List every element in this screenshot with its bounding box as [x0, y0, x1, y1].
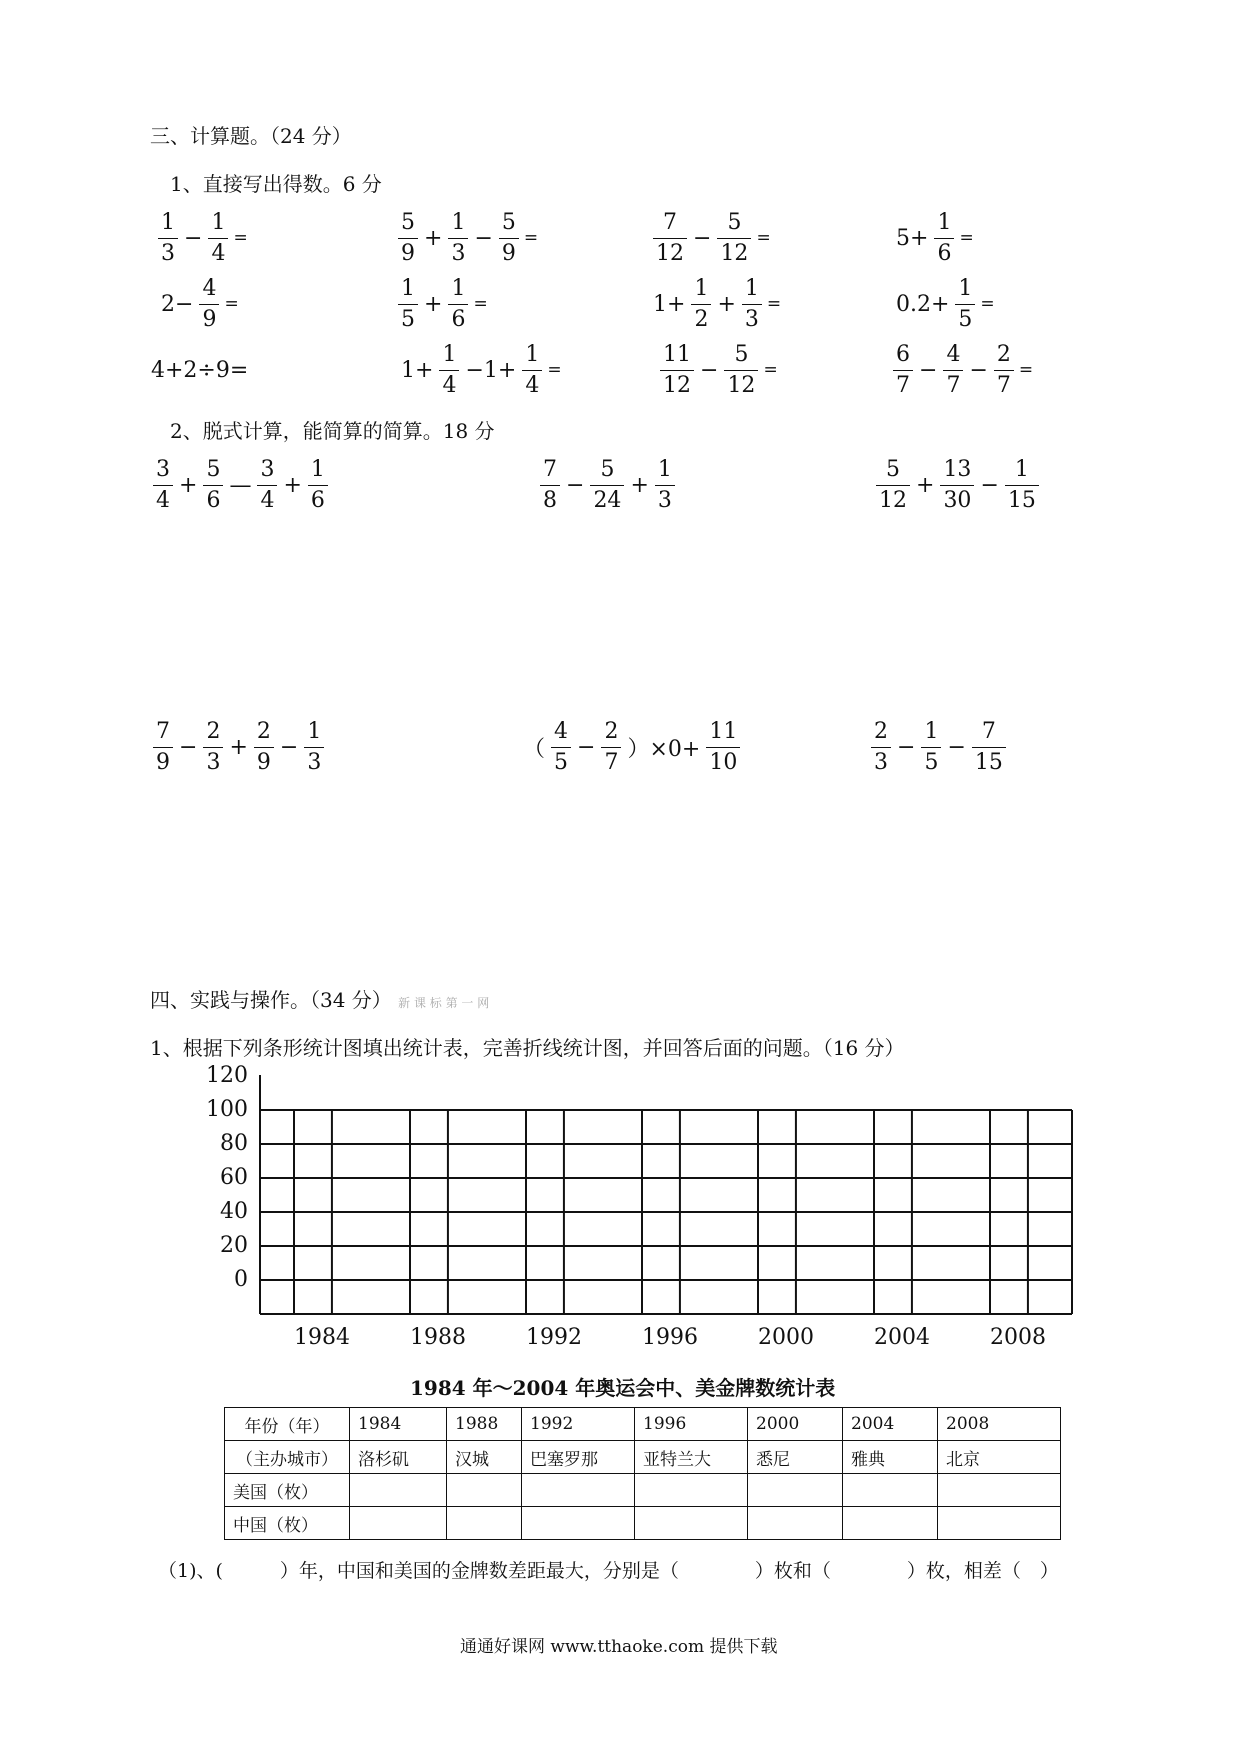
x-tick-label: 1984	[294, 1325, 350, 1350]
section3-title: 三、计算题。（24 分）	[150, 124, 352, 148]
year-cell: 2008	[938, 1408, 1061, 1441]
calc-2: $\frac{7}{8}$ − $\frac{5}{24}$ + $\frac{1}{3}$	[537, 455, 678, 515]
blank-cell[interactable]	[938, 1507, 1061, 1540]
section4-title: 四、实践与操作。（34 分） 新 课 标 第 一 网	[150, 988, 490, 1012]
blank-cell[interactable]	[447, 1474, 522, 1507]
year-cell: 2004	[843, 1408, 938, 1441]
expr-3-4: $\frac{6}{7}$ − $\frac{4}{7}$ − $\frac{2}{7}$ =	[890, 340, 1033, 400]
y-tick-label: 20	[220, 1233, 248, 1258]
calc-1: $\frac{3}{4}$ + $\frac{5}{6}$ — $\frac{3}{4}$ + $\frac{1}{6}$	[150, 455, 331, 515]
year-cell: 1988	[447, 1408, 522, 1441]
calc-4: $\frac{7}{9}$ − $\frac{2}{3}$ + $\frac{2}{9}$ − $\frac{1}{3}$	[150, 717, 327, 777]
blank-cell[interactable]	[748, 1507, 843, 1540]
city-cell: 悉尼	[748, 1441, 843, 1474]
footer: 通通好课网 www.tthaoke.com 提供下载	[460, 1637, 778, 1657]
q2-title: 2、脱式计算，能简算的简算。18 分	[170, 419, 495, 443]
y-tick-label: 100	[206, 1097, 248, 1122]
expr-1-4: 5+ $\frac{1}{6}$ =	[896, 209, 974, 266]
expr-2-4: 0.2+ $\frac{1}{5}$ =	[896, 275, 995, 332]
table-caption: 1984 年～2004 年奥运会中、美金牌数统计表	[410, 1376, 836, 1400]
blank-cell[interactable]	[522, 1507, 635, 1540]
y-tick-label: 80	[220, 1131, 248, 1156]
table-row	[225, 1474, 1061, 1507]
expr-2-3: 1+ $\frac{1}{2}$ + $\frac{1}{3}$ =	[653, 275, 782, 332]
city-cell: 巴塞罗那	[522, 1441, 635, 1474]
row-label-china: 中国（枚）	[225, 1507, 350, 1540]
x-tick-label: 2000	[758, 1325, 814, 1350]
city-cell: 北京	[938, 1441, 1061, 1474]
year-cell: 2000	[748, 1408, 843, 1441]
x-tick-label: 1988	[410, 1325, 466, 1350]
year-cell: 1992	[522, 1408, 635, 1441]
expr-2-2: $\frac{1}{5}$ + $\frac{1}{6}$ =	[395, 274, 488, 334]
city-cell: 汉城	[447, 1441, 522, 1474]
expr-1-1: $\frac{1}{3}$ − $\frac{1}{4}$ =	[155, 208, 248, 268]
blank-cell[interactable]	[447, 1507, 522, 1540]
blank-cell[interactable]	[843, 1507, 938, 1540]
year-cell: 1984	[350, 1408, 447, 1441]
y-tick-label: 0	[234, 1267, 248, 1292]
blank-cell[interactable]	[748, 1474, 843, 1507]
calc-3: $\frac{5}{12}$ + $\frac{13}{30}$ − $\frac{1}{15}$	[873, 455, 1042, 515]
stats-table	[224, 1407, 1061, 1540]
header-city-label: （主办城市）	[225, 1441, 350, 1474]
blank-cell[interactable]	[350, 1507, 447, 1540]
expr-3-3: $\frac{11}{12}$ − $\frac{5}{12}$ =	[657, 340, 778, 400]
bar-chart-grid	[190, 1055, 1090, 1355]
q1-title: 1、直接写出得数。6 分	[170, 172, 382, 196]
x-tick-label: 1996	[642, 1325, 698, 1350]
watermark: 新 课 标 第 一 网	[398, 996, 490, 1010]
blank-cell[interactable]	[522, 1474, 635, 1507]
table-row	[225, 1408, 1061, 1441]
city-cell: 雅典	[843, 1441, 938, 1474]
expr-1-2: $\frac{5}{9}$ + $\frac{1}{3}$ − $\frac{5}{9}$ =	[395, 208, 538, 268]
question-1: （1)、( ）年，中国和美国的金牌数差距最大，分别是（ ）枚和（ ）枚，相差（ ）	[158, 1560, 1059, 1582]
y-tick-label: 120	[206, 1063, 248, 1088]
table-row	[225, 1441, 1061, 1474]
x-tick-label: 1992	[526, 1325, 582, 1350]
y-tick-label: 60	[220, 1165, 248, 1190]
table-row	[225, 1507, 1061, 1540]
blank-cell[interactable]	[843, 1474, 938, 1507]
year-cell: 1996	[635, 1408, 748, 1441]
x-tick-label: 2008	[990, 1325, 1046, 1350]
calc-5: （ $\frac{4}{5}$ − $\frac{2}{7}$ ）×0+ $\frac{11}{10}$	[520, 717, 743, 777]
blank-cell[interactable]	[938, 1474, 1061, 1507]
expr-3-2: 1+ $\frac{1}{4}$ −1+ $\frac{1}{4}$ =	[401, 341, 562, 398]
expr-1-3: $\frac{7}{12}$ − $\frac{5}{12}$ =	[650, 208, 771, 268]
expr-3-1: 4+2÷9=	[151, 357, 249, 383]
header-year-label: 年份（年）	[225, 1408, 350, 1441]
section4-q1-title: 1、根据下列条形统计图填出统计表，完善折线统计图，并回答后面的问题。（16 分）	[150, 1036, 905, 1060]
expr-2-1: 2− $\frac{4}{9}$ =	[161, 275, 239, 332]
calc-6: $\frac{2}{3}$ − $\frac{1}{5}$ − $\frac{7}{15}$	[868, 717, 1009, 777]
x-tick-label: 2004	[874, 1325, 930, 1350]
y-tick-label: 40	[220, 1199, 248, 1224]
blank-cell[interactable]	[350, 1474, 447, 1507]
blank-cell[interactable]	[635, 1474, 748, 1507]
city-cell: 洛杉矶	[350, 1441, 447, 1474]
row-label-usa: 美国（枚）	[225, 1474, 350, 1507]
blank-cell[interactable]	[635, 1507, 748, 1540]
city-cell: 亚特兰大	[635, 1441, 748, 1474]
